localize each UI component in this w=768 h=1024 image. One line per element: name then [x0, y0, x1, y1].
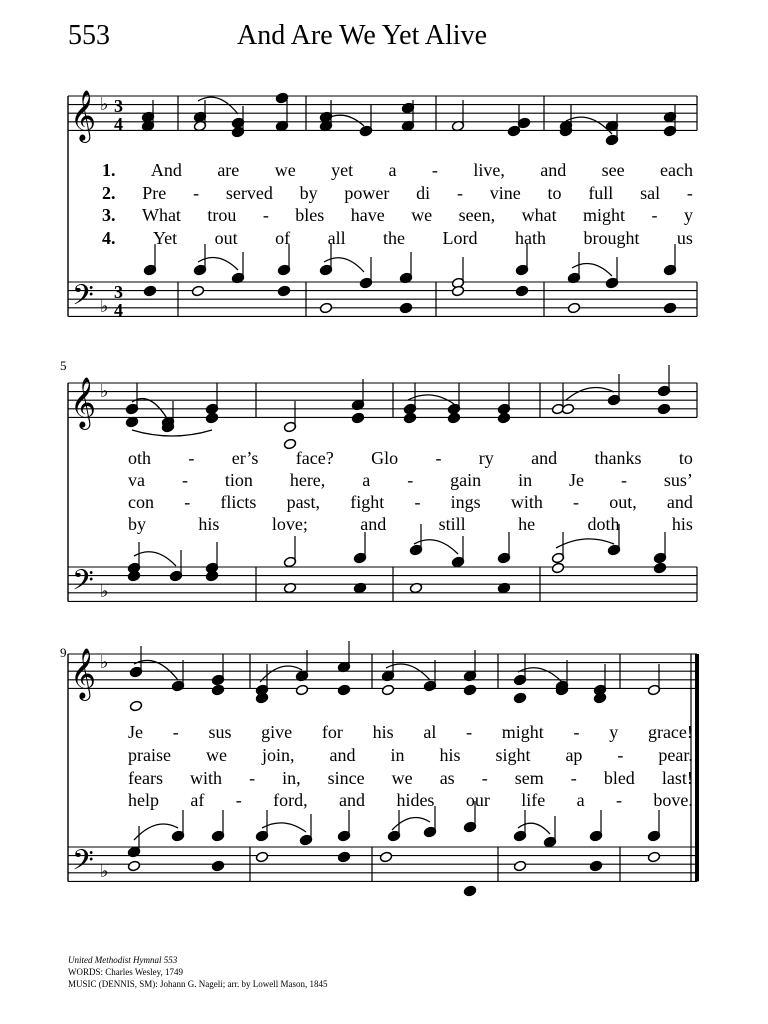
lyric-syllable: -: [617, 745, 624, 765]
notehead: [129, 700, 142, 712]
lyric-syllable: flicts: [220, 492, 257, 512]
lyric-syllable: va: [128, 470, 145, 490]
lyric-syllable: thanks: [594, 448, 642, 468]
lyric-syllable: -: [570, 768, 577, 788]
lyric-syllable: are: [217, 160, 240, 180]
lyric-syllable: What: [141, 205, 181, 225]
notehead: [513, 692, 526, 704]
lyric-syllable: Yet: [152, 228, 178, 248]
lyric-syllable: brought: [583, 228, 640, 248]
lyric-syllable: hath: [514, 228, 546, 248]
notehead: [277, 285, 290, 297]
lyric-syllable: in,: [282, 768, 301, 788]
time-sig: 4: [114, 114, 123, 134]
notehead: [381, 684, 394, 696]
lyric-syllable: ry: [478, 448, 494, 468]
lyric-syllable: bove.: [653, 790, 693, 810]
lyric-syllable: full: [588, 183, 614, 203]
slur: [566, 117, 612, 134]
notehead: [463, 885, 476, 897]
notehead: [191, 285, 204, 297]
lyric-syllable: yet: [331, 160, 354, 180]
slur: [392, 818, 430, 831]
lyric-syllable: have: [350, 205, 385, 225]
lyric-syllable: give: [261, 722, 293, 742]
flat-sign: ♭: [100, 381, 109, 402]
lyric-syllable: ings: [450, 492, 481, 512]
lyric-syllable: Pre: [142, 183, 167, 203]
notehead: [337, 851, 350, 863]
notehead: [663, 302, 676, 314]
lyric-syllable: in: [518, 470, 533, 490]
notehead: [337, 684, 350, 696]
lyric-line: [128, 492, 693, 513]
lyric-syllable: we: [274, 160, 296, 180]
lyric-syllable: to: [547, 183, 562, 203]
notehead: [513, 860, 526, 872]
lyric-syllable: sus: [208, 722, 232, 742]
lyric-syllable: Je: [569, 470, 585, 490]
lyric-syllable: -: [481, 768, 488, 788]
lyric-syllable: and: [329, 745, 356, 765]
time-sig: 3: [114, 96, 123, 116]
lyric-syllable: a: [576, 790, 585, 810]
lyric-syllable: Lord: [442, 228, 478, 248]
notehead: [351, 412, 364, 424]
lyric-syllable: each: [660, 160, 693, 180]
lyric-syllable: by: [299, 183, 318, 203]
flat-sign: ♭: [100, 652, 109, 673]
bass-clef: 𝄢: [72, 844, 94, 884]
music-credit: MUSIC (DENNIS, SM): Johann G. Nageli; arr. by Lowell Mason, 1845: [68, 979, 328, 989]
lyric-syllable: Je: [128, 722, 143, 742]
lyric-syllable: might: [501, 722, 544, 742]
notehead: [463, 684, 476, 696]
slur: [262, 823, 306, 832]
notehead: [589, 860, 602, 872]
lyric-syllable: -: [686, 183, 693, 203]
lyric-syllable: his: [198, 514, 220, 534]
lyric-syllable: oth: [128, 448, 152, 468]
lyric-line: [128, 722, 693, 743]
lyric-syllable: con: [128, 492, 154, 512]
lyric-syllable: sem: [514, 768, 544, 788]
notehead: [211, 684, 224, 696]
lyric-syllable: and: [339, 790, 366, 810]
notehead: [551, 562, 564, 574]
notehead: [447, 412, 460, 424]
flat-sign: ♭: [100, 581, 109, 602]
lyric-syllable: sal: [640, 183, 661, 203]
lyric-syllable: for: [321, 722, 343, 742]
hymn-title: And Are We Yet Alive: [237, 20, 488, 51]
lyric-syllable: served: [225, 183, 273, 203]
notehead: [143, 285, 156, 297]
lyric-syllable: -: [172, 722, 179, 742]
lyric-syllable: power: [344, 183, 390, 203]
lyric-syllable: out,: [609, 492, 637, 512]
lyric-syllable: us: [676, 228, 693, 248]
lyric-syllable: er’s: [231, 448, 259, 468]
lyric-syllable: help: [128, 790, 159, 810]
verse-number: 1.: [102, 160, 116, 180]
flat-sign: ♭: [100, 296, 109, 317]
notehead: [295, 684, 308, 696]
lyric-syllable: to: [678, 448, 693, 468]
lyric-syllable: since: [327, 768, 365, 788]
lyric-syllable: his: [671, 514, 693, 534]
lyric-line: [128, 790, 693, 811]
lyric-syllable: live,: [473, 160, 505, 180]
lyric-syllable: y: [683, 205, 693, 225]
lyric-syllable: seen,: [458, 205, 496, 225]
bass-clef: 𝄢: [72, 279, 94, 319]
lyric-syllable: in: [390, 745, 405, 765]
lyric-syllable: life: [521, 790, 546, 810]
verse-number: 2.: [102, 183, 116, 203]
lyric-syllable: and: [540, 160, 567, 180]
lyric-syllable: -: [249, 768, 256, 788]
lyric-syllable: -: [181, 470, 188, 490]
slur: [556, 539, 614, 548]
lyric-syllable: might: [583, 205, 626, 225]
lyric-syllable: all: [327, 228, 346, 248]
words-credit: WORDS: Charles Wesley, 1749: [68, 967, 184, 977]
lyric-syllable: we: [391, 768, 413, 788]
lyric-syllable: last!: [661, 768, 693, 788]
lyric-syllable: fight: [350, 492, 385, 512]
lyric-syllable: gain: [450, 470, 482, 490]
lyric-line: [102, 160, 693, 181]
lyric-syllable: of: [275, 228, 291, 248]
lyric-syllable: as: [439, 768, 455, 788]
notehead: [379, 851, 392, 863]
lyric-syllable: out: [214, 228, 238, 248]
lyric-syllable: -: [466, 722, 473, 742]
lyric-syllable: y: [609, 722, 619, 742]
notehead: [567, 302, 580, 314]
treble-clef: 𝄞: [70, 648, 97, 699]
bass-clef: 𝄢: [72, 564, 94, 604]
lyric-syllable: ap: [565, 745, 583, 765]
lyric-syllable: -: [573, 722, 580, 742]
lyric-syllable: by: [128, 514, 146, 534]
lyric-syllable: Glo: [371, 448, 399, 468]
lyric-syllable: ford,: [273, 790, 308, 810]
lyric-line: [102, 205, 693, 226]
notehead: [657, 403, 670, 415]
notehead: [319, 302, 332, 314]
lyric-syllable: -: [616, 790, 622, 810]
slur: [566, 388, 614, 401]
lyric-syllable: al: [423, 722, 437, 742]
lyric-line: [128, 768, 693, 789]
lyric-syllable: -: [188, 448, 195, 468]
slur: [134, 552, 176, 566]
notehead: [653, 562, 666, 574]
lyric-syllable: he: [518, 514, 536, 534]
lyric-syllable: -: [651, 205, 658, 225]
lyric-syllable: di: [416, 183, 431, 203]
lyric-syllable: sight: [495, 745, 531, 765]
lyric-syllable: his: [439, 745, 461, 765]
hymn-credits: [68, 954, 327, 990]
lyric-syllable: -: [456, 183, 463, 203]
hymn-number: 553: [68, 20, 110, 51]
lyric-syllable: sus’: [663, 470, 693, 490]
lyric-syllable: -: [262, 205, 269, 225]
lyric-syllable: And: [150, 160, 182, 180]
time-sig: 4: [114, 300, 123, 320]
lyric-syllable: join,: [261, 745, 295, 765]
lyric-line: [102, 183, 693, 204]
slur: [134, 824, 178, 840]
lyric-syllable: and: [360, 514, 387, 534]
lyric-syllable: his: [372, 722, 394, 742]
lyric-syllable: bled: [603, 768, 635, 788]
lyric-syllable: doth: [587, 514, 620, 534]
notehead: [647, 851, 660, 863]
lyric-syllable: fears: [128, 768, 163, 788]
lyric-syllable: with: [190, 768, 223, 788]
lyric-syllable: -: [620, 470, 627, 490]
lyric-syllable: see: [601, 160, 625, 180]
lyric-syllable: and: [531, 448, 558, 468]
lyric-syllable: bles: [295, 205, 325, 225]
lyric-syllable: and: [666, 492, 693, 512]
notehead: [399, 302, 412, 314]
lyric-line: [128, 448, 693, 469]
flat-sign: ♭: [100, 861, 109, 882]
lyric-syllable: pear.: [658, 745, 693, 765]
lyric-syllable: praise: [128, 745, 171, 765]
measure-number-system-3: 9: [60, 645, 67, 660]
lyric-syllable: -: [193, 183, 200, 203]
lyric-syllable: the: [383, 228, 406, 248]
lyric-line: [128, 470, 693, 491]
lyric-syllable: still: [438, 514, 466, 534]
lyric-syllable: love;: [271, 514, 308, 534]
lyric-syllable: a: [388, 160, 397, 180]
verse-number: 4.: [102, 228, 116, 248]
notehead: [205, 412, 218, 424]
lyric-syllable: a: [362, 470, 371, 490]
flat-sign: ♭: [100, 94, 109, 115]
time-sig: 3: [114, 282, 123, 302]
lyric-line: [102, 228, 693, 249]
lyric-line: [128, 745, 693, 766]
slur: [198, 97, 238, 114]
measure-number-system-2: 5: [60, 358, 67, 373]
lyric-syllable: vine: [489, 183, 521, 203]
lyric-syllable: hides: [396, 790, 435, 810]
notehead: [127, 860, 140, 872]
lyric-syllable: -: [414, 492, 421, 512]
notehead: [255, 851, 268, 863]
treble-clef: 𝄞: [70, 90, 97, 141]
lyric-syllable: -: [573, 492, 580, 512]
notehead: [403, 412, 416, 424]
lyric-syllable: tion: [224, 470, 253, 490]
lyric-syllable: our: [465, 790, 490, 810]
lyric-syllable: what: [521, 205, 557, 225]
slur: [132, 430, 212, 436]
notehead: [211, 860, 224, 872]
lyric-syllable: we: [411, 205, 433, 225]
lyric-syllable: af: [190, 790, 205, 810]
lyric-syllable: -: [184, 492, 191, 512]
lyric-syllable: -: [431, 160, 438, 180]
lyric-syllable: past,: [286, 492, 321, 512]
source-line: United Methodist Hymnal 553: [68, 955, 178, 965]
lyric-syllable: face?: [295, 448, 334, 468]
lyric-syllable: with: [510, 492, 543, 512]
lyric-syllable: here,: [289, 470, 326, 490]
notehead: [497, 412, 510, 424]
lyric-syllable: -: [407, 470, 414, 490]
treble-clef: 𝄞: [70, 377, 97, 428]
lyric-syllable: trou: [207, 205, 237, 225]
notehead: [515, 285, 528, 297]
lyric-syllable: we: [205, 745, 227, 765]
lyric-line: [128, 514, 693, 535]
verse-number: 3.: [102, 205, 116, 225]
lyric-syllable: -: [235, 790, 242, 810]
lyric-syllable: grace!: [647, 722, 693, 742]
lyric-syllable: -: [435, 448, 442, 468]
